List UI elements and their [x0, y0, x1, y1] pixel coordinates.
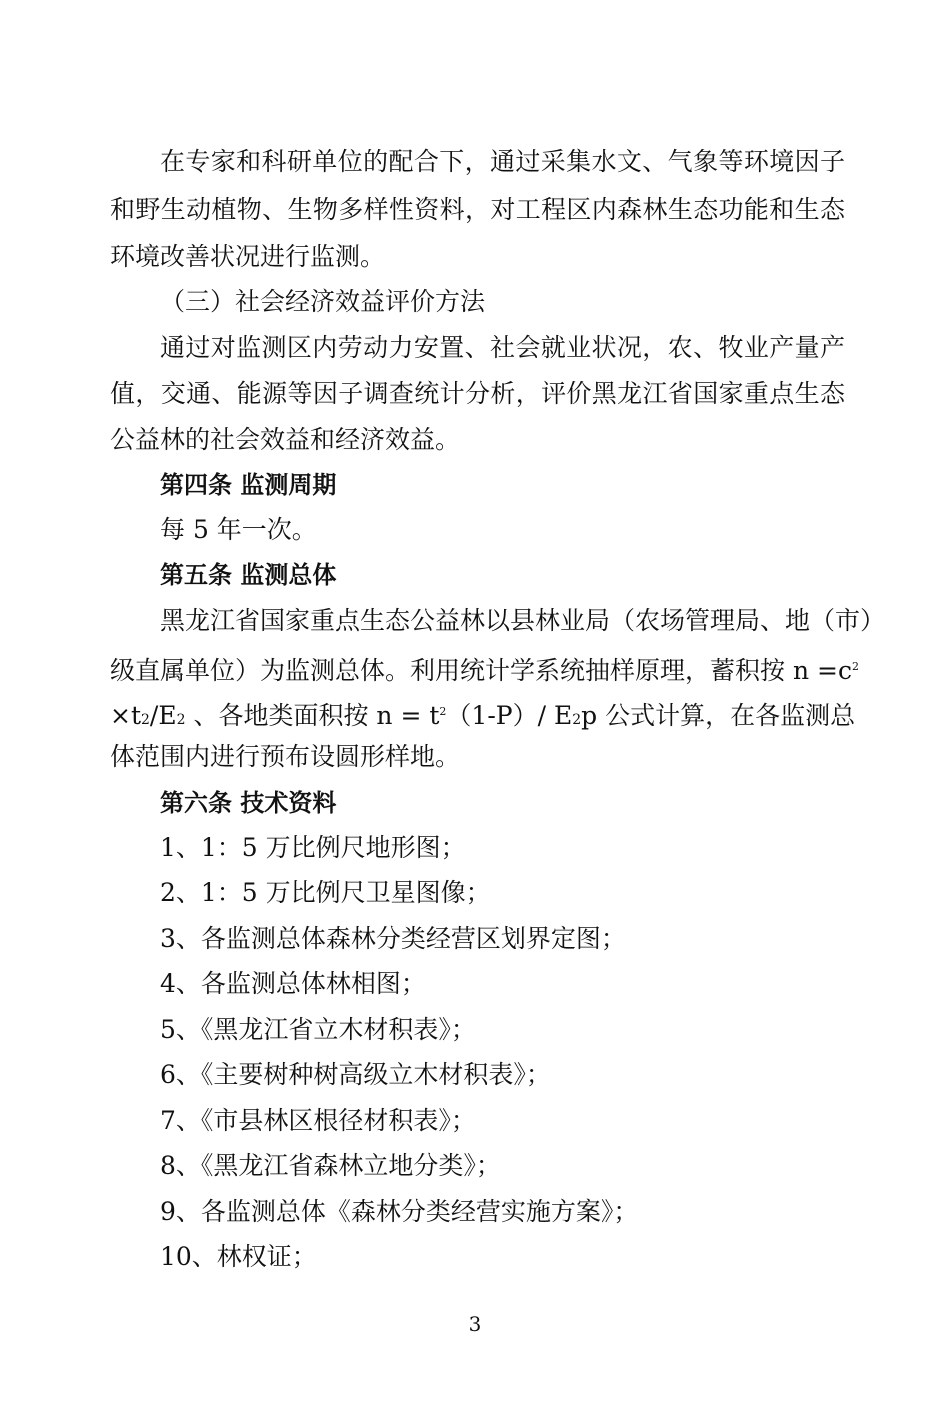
list-item-3: 3、各监测总体森林分类经营区划界定图； [160, 924, 626, 953]
subscript: 2 [572, 712, 582, 728]
article-4-heading: 第四条 监测周期 [160, 471, 337, 499]
formula-part: （1-P）/ E [446, 701, 573, 730]
para-1-line-1: 在专家和科研单位的配合下，通过采集水文、气象等环境因子 [160, 147, 845, 176]
list-item-2: 2、1：5 万比例尺卫星图像； [160, 878, 491, 907]
superscript: 2 [439, 705, 447, 718]
list-item-5: 5、《黑龙江省立木材积表》； [160, 1015, 476, 1044]
formula-part: /E [149, 701, 177, 730]
list-item-1: 1、1：5 万比例尺地形图； [160, 833, 466, 862]
list-item-6: 6、《主要树种树高级立木材积表》； [160, 1060, 551, 1089]
formula-part: ×t [110, 701, 141, 730]
para-2-line-2: 值，交通、能源等因子调查统计分析，评价黑龙江省国家重点生态 [110, 379, 845, 408]
para-3-line-1: 黑龙江省国家重点生态公益林以县林业局（农场管理局、地（市） [160, 606, 886, 635]
para-3-line-2 [110, 652, 859, 686]
subscript: 2 [176, 712, 186, 728]
formula-part: p 公式计算，在各监测总 [581, 701, 856, 730]
list-item-10: 10、林权证； [160, 1242, 317, 1271]
section-heading-3: （三）社会经济效益评价方法 [160, 287, 486, 316]
para-2-line-3: 公益林的社会效益和经济效益。 [110, 425, 461, 454]
para-1-line-2: 和野生动植物、生物多样性资料，对工程区内森林生态功能和生态 [110, 195, 845, 224]
para-1-line-3: 环境改善状况进行监测。 [110, 242, 386, 271]
para-3-line-4: 体范围内进行预布设圆形样地。 [110, 742, 461, 771]
list-item-8: 8、《黑龙江省森林立地分类》； [160, 1151, 501, 1180]
para-3-line-2-text: 级直属单位）为监测总体。利用统计学系统抽样原理，蓄积按 n =c [110, 656, 852, 685]
para-2-line-1: 通过对监测区内劳动力安置、社会就业状况，农、牧业产量产 [160, 333, 845, 362]
para-3-line-3 [110, 697, 856, 735]
list-item-7: 7、《市县林区根径材积表》； [160, 1106, 476, 1135]
list-item-9: 9、各监测总体《森林分类经营实施方案》； [160, 1197, 639, 1226]
list-item-4: 4、各监测总体林相图； [160, 969, 426, 998]
article-4-text: 每 5 年一次。 [160, 515, 317, 544]
article-5-heading: 第五条 监测总体 [160, 561, 337, 589]
article-6-heading: 第六条 技术资料 [160, 789, 337, 817]
subscript: 2 [141, 712, 150, 728]
page-number: 3 [468, 1312, 482, 1336]
superscript: 2 [851, 660, 859, 673]
formula-part: 、各地类面积按 n = t [185, 701, 440, 730]
